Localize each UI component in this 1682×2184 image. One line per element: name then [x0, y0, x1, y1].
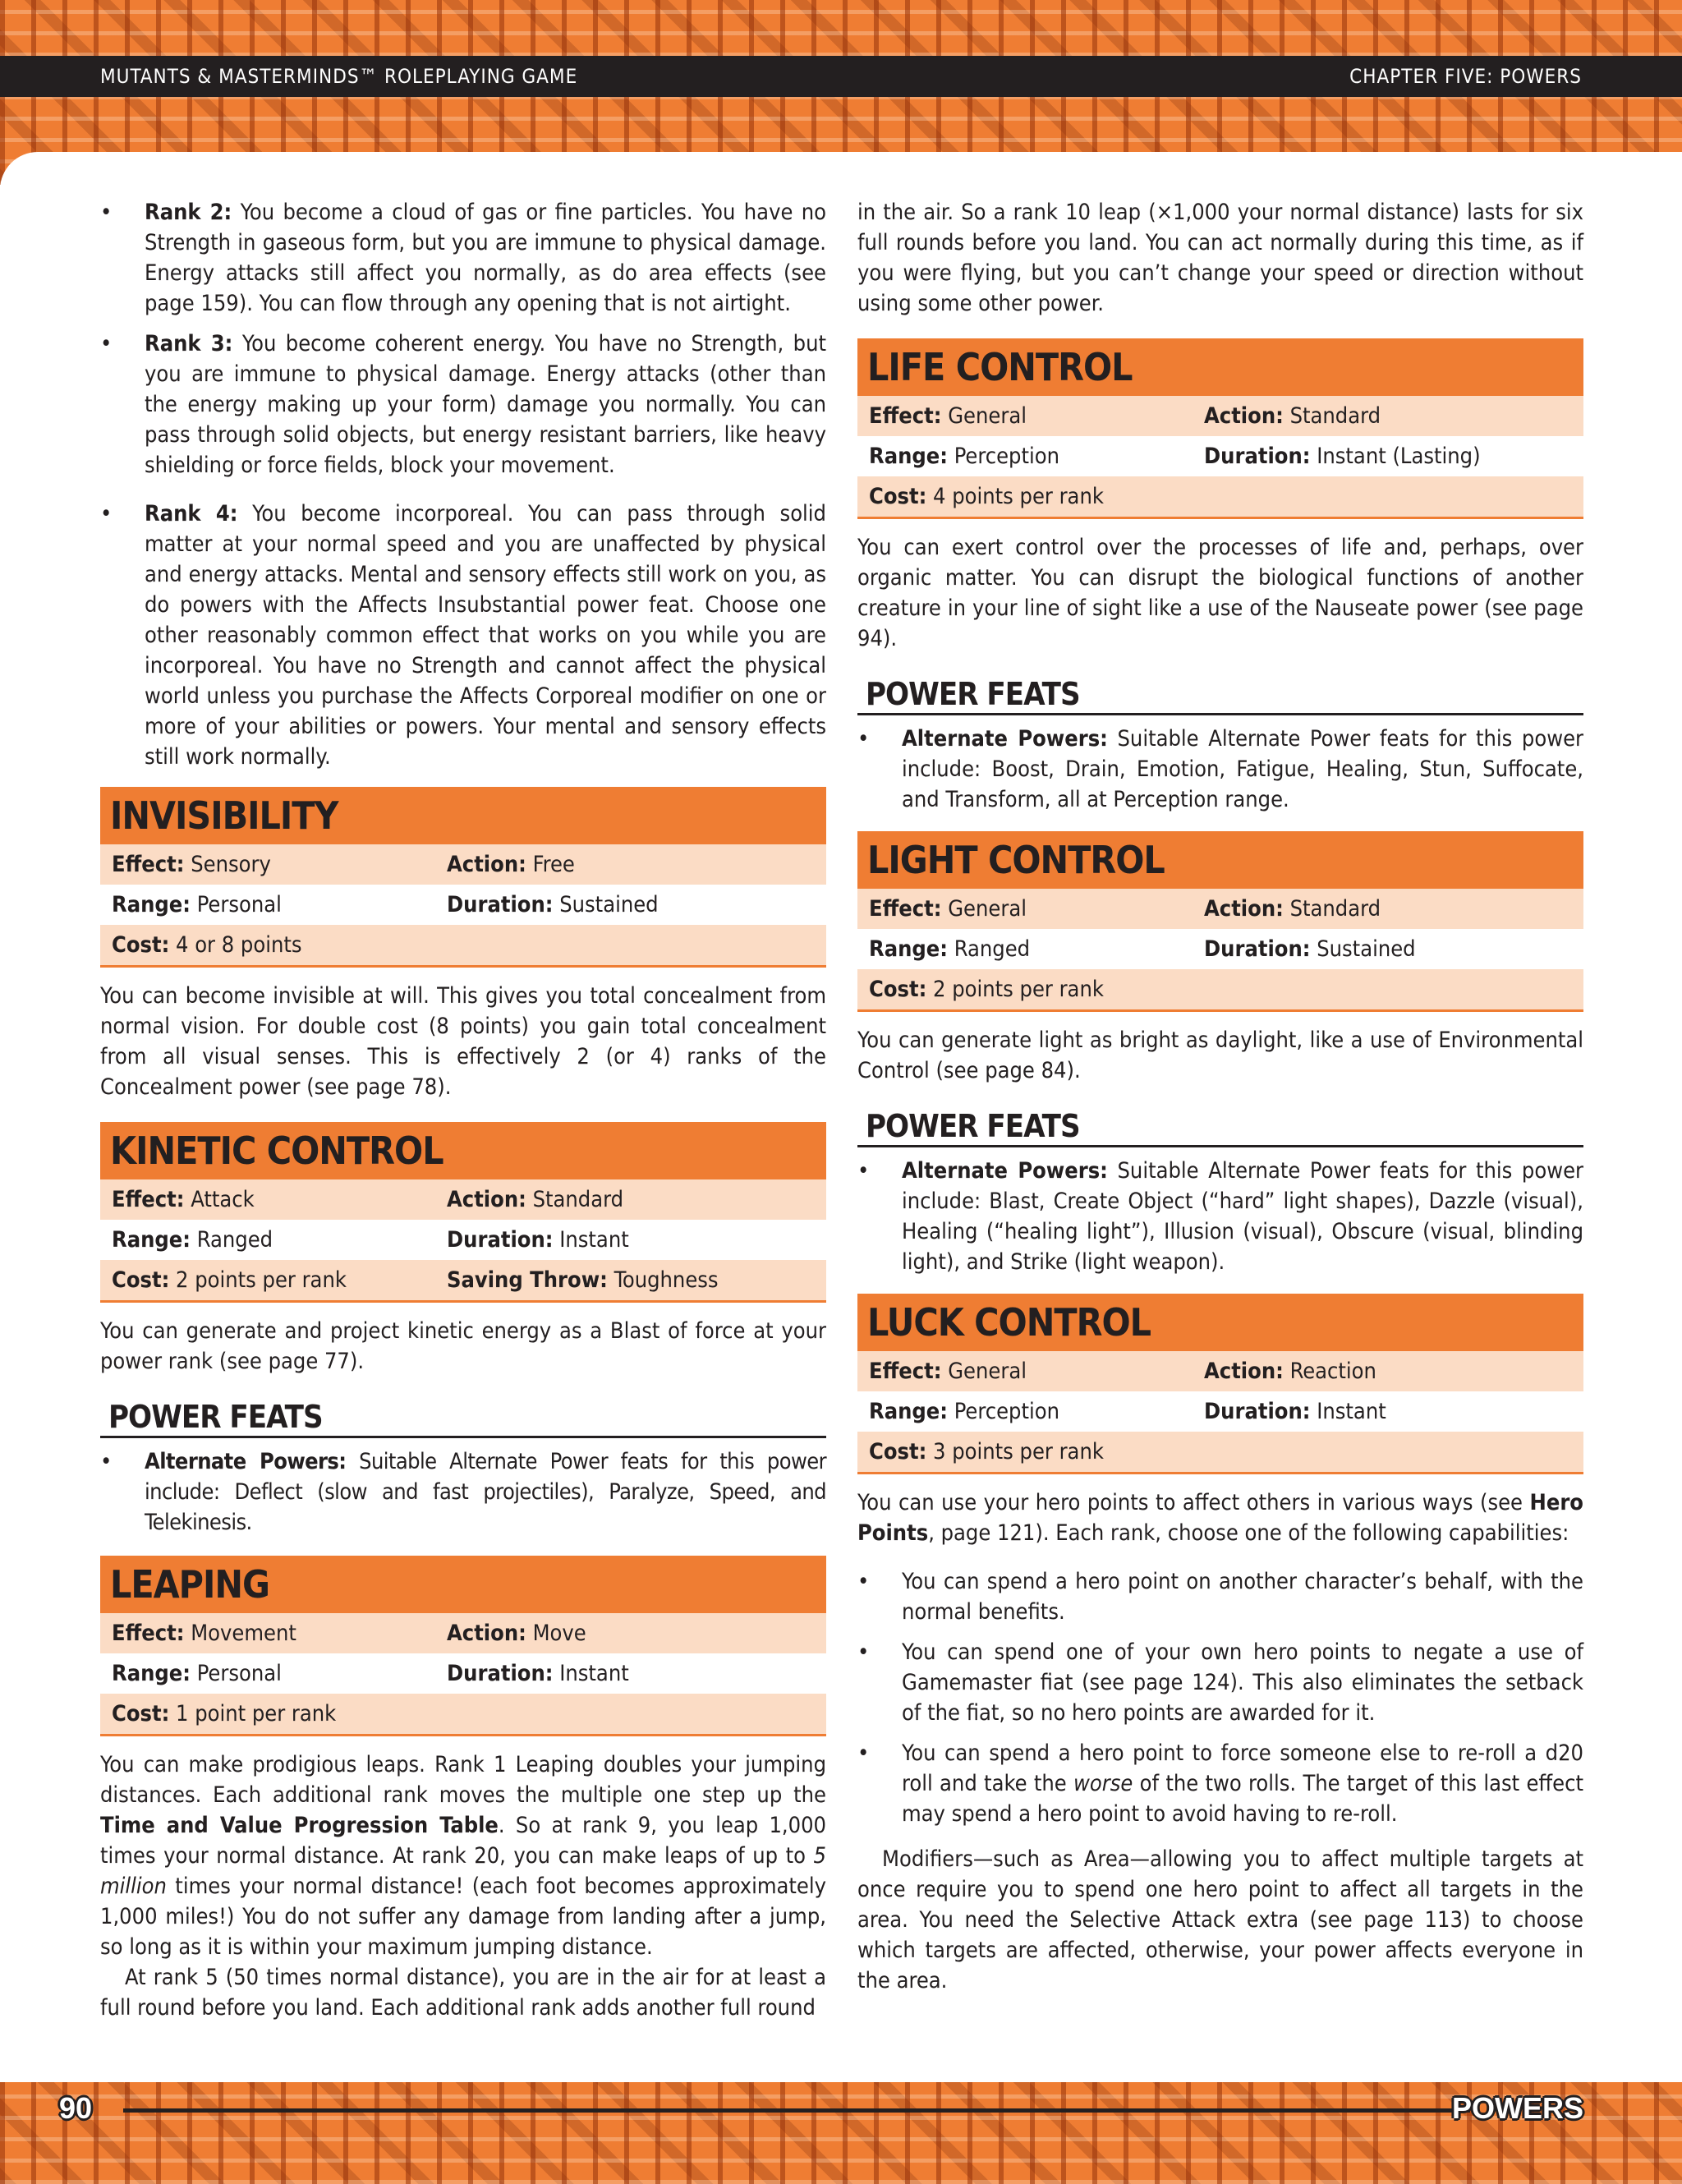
stat-value: Personal — [196, 892, 282, 917]
stat-value: 4 points per rank — [933, 484, 1104, 509]
text-run: . So at rank 9, you leap 1,000 times your normal distance. At rank 20, you can make leaps of up to — [100, 1813, 826, 1869]
stat-value: Sustained — [559, 892, 659, 917]
list-item — [857, 1156, 1583, 1277]
emphasis: worse — [1073, 1771, 1133, 1796]
feats-list — [857, 1156, 1583, 1277]
stat-label: Cost: — [869, 1439, 927, 1464]
emphasis: 5 million — [100, 1843, 826, 1899]
duration-stat — [447, 1653, 782, 1694]
leaping-continued: in the air. So a rank 10 leap (×1,000 your normal distance) lasts for six full rounds before you land. You can act normally during this time, as if you were flying, but you can’t change your speed or direction without using some other power. — [857, 200, 1583, 316]
power-title: INVISIBILITY — [100, 787, 826, 844]
chapter-title: CHAPTER FIVE: POWERS — [1349, 65, 1582, 88]
power-feats-heading: POWER FEATS — [100, 1398, 826, 1438]
rule-reference: Hero Points — [857, 1490, 1583, 1546]
power-description — [100, 1749, 826, 1962]
effect-stat — [112, 1613, 447, 1653]
stat-value: Instant — [1317, 1399, 1386, 1424]
stat-label: Effect: — [112, 852, 185, 877]
stat-value: Standard — [1289, 403, 1381, 429]
rank-text: You become incorporeal. You can pass through solid matter at your normal speed and you are unaffected by physical and energy attacks. Mental and sensory effects still work on you, as do powers with the Affects Insubstantial power feat. Choose one other reasonably common effect that works on you while you are incorporeal. You have no Strength and cannot affect the physical world unless you purchase the Affects Corporeal modifier on one or more of your abilities or powers. Your mental and sensory effects still work normally. — [145, 501, 826, 770]
stat-row — [100, 885, 826, 925]
range-stat — [112, 1653, 447, 1694]
feats-list — [857, 724, 1583, 815]
stat-row — [100, 1220, 826, 1260]
effect-stat — [869, 396, 1204, 436]
cost-stat — [869, 969, 1204, 1009]
stat-label: Duration: — [1204, 444, 1311, 469]
action-stat — [1204, 889, 1539, 929]
power-block-kinetic-control — [100, 1122, 826, 1303]
stat-value: 3 points per rank — [933, 1439, 1104, 1464]
power-block-leaping — [100, 1556, 826, 1736]
rank-label: Rank 2: — [145, 200, 232, 225]
action-stat — [447, 1179, 782, 1220]
cost-stat — [869, 476, 1204, 517]
stat-label: Effect: — [869, 1359, 942, 1384]
rank-text: You become coherent energy. You have no Strength, but you are immune to physical damage. Energy attacks (other than the energy making up your form) damage you normally. You can pass through solid objects, but energy resistant barriers, like heavy shielding or force fields, block your movement. — [145, 331, 826, 478]
cost-stat — [112, 1694, 447, 1734]
rank-label: Rank 3: — [145, 331, 233, 356]
feat-text: Suitable Alternate Power feats for this power include: Deflect (slow and fast projectiles), Paralyze, Speed, and Telekinesis. — [145, 1449, 826, 1535]
list-item: • You can spend a hero point on another character’s behalf, with the normal benefits. — [857, 1566, 1583, 1627]
stat-row — [857, 436, 1583, 476]
stat-row — [100, 1613, 826, 1653]
feat-label: Alternate Powers: — [902, 1158, 1108, 1184]
power-title: LIGHT CONTROL — [857, 831, 1583, 889]
rank-text: You become a cloud of gas or fine particles. You have no Strength in gaseous form, but you are immune to physical damage. Energy attacks still affect you normally, as do area effects (see page 159). You can flow through any opening that is not airtight. — [145, 200, 826, 316]
stat-label: Effect: — [869, 896, 942, 922]
stat-value: Perception — [954, 1399, 1059, 1424]
table-reference: Time and Value Progression Table — [100, 1813, 499, 1838]
list-item — [100, 499, 826, 772]
range-stat — [869, 1391, 1204, 1432]
stat-label: Cost: — [112, 1267, 170, 1293]
power-title: LIFE CONTROL — [857, 338, 1583, 396]
list-item — [100, 329, 826, 480]
stat-label: Cost: — [112, 932, 170, 958]
stat-label: Range: — [869, 1399, 948, 1424]
stat-label: Duration: — [447, 1661, 554, 1686]
stat-value: Instant (Lasting) — [1317, 444, 1481, 469]
stat-label: Action: — [1204, 1359, 1284, 1384]
stat-value: Free — [532, 852, 575, 877]
stat-value: 1 point per rank — [176, 1701, 337, 1727]
stat-row — [857, 1351, 1583, 1391]
stat-value: Personal — [196, 1661, 282, 1686]
effect-stat — [869, 889, 1204, 929]
power-description — [857, 1487, 1583, 1548]
feat-label: Alternate Powers: — [145, 1449, 347, 1474]
range-stat — [869, 929, 1204, 969]
capabilities-list — [857, 1566, 1583, 1829]
range-stat — [112, 885, 447, 925]
duration-stat — [447, 885, 782, 925]
stat-value: Instant — [559, 1661, 629, 1686]
stat-label: Action: — [1204, 896, 1284, 922]
action-stat — [1204, 396, 1539, 436]
stat-label: Range: — [112, 1227, 191, 1253]
feat-text: Suitable Alternate Power feats for this power include: Blast, Create Object (“hard” light shapes), Dazzle (visual), Healing (“healing light”), Illusion (visual), Obscure (visual, blinding light), and Strike (light weapon). — [902, 1158, 1583, 1275]
stat-value: Toughness — [614, 1267, 719, 1293]
duration-stat — [1204, 929, 1539, 969]
power-description: You can become invisible at will. This gives you total concealment from normal vision. For double cost (8 points) you gain total concealment from all visual senses. This is effectively 2 (or 4) ranks of the Concealment power (see page 78). — [100, 983, 826, 1100]
power-block-life-control — [857, 338, 1583, 519]
stat-label: Effect: — [112, 1187, 185, 1212]
stat-label: Cost: — [112, 1701, 170, 1727]
power-description: You can generate and project kinetic energy as a Blast of force at your power rank (see page 77). — [100, 1318, 826, 1374]
stat-value: Ranged — [954, 936, 1031, 962]
footer-art — [0, 2074, 1682, 2184]
stat-row — [857, 1391, 1583, 1432]
cost-stat — [112, 1260, 447, 1300]
list-item — [100, 197, 826, 319]
stat-row — [100, 925, 826, 968]
power-title: LEAPING — [100, 1556, 826, 1613]
text-run: You can make prodigious leaps. Rank 1 Leaping doubles your jumping distances. Each additional rank moves the multiple one step up the — [100, 1752, 826, 1808]
power-feats-heading: POWER FEATS — [857, 1107, 1583, 1147]
list-item: • You can spend one of your own hero points to negate a use of Gamemaster fiat (see page 124). This also eliminates the setback of the fiat, so no hero points are awarded for it. — [857, 1637, 1583, 1728]
cost-stat — [112, 925, 447, 965]
power-description: At rank 5 (50 times normal distance), you are in the air for at least a full round before you land. Each additional rank adds another full round — [100, 1965, 826, 2021]
stat-value: Movement — [191, 1621, 296, 1646]
stat-value: Standard — [532, 1187, 624, 1212]
stat-row — [857, 396, 1583, 436]
stat-value: Move — [532, 1621, 586, 1646]
text-run: of the two rolls. The target of this last effect may spend a hero point to avoid having to re-roll. — [902, 1771, 1583, 1827]
stat-value: Perception — [954, 444, 1059, 469]
feat-label: Alternate Powers: — [902, 726, 1108, 752]
saving-throw-stat — [447, 1260, 782, 1300]
power-description: Modifiers—such as Area—allowing you to affect multiple targets at once require you to spend one hero point to affect all targets in the area. You need the Selective Attack extra (see page 113) to choose which targets are affected, otherwise, your power affects everyone in the area. — [857, 1846, 1583, 1993]
stat-row — [857, 969, 1583, 1012]
list-item — [100, 1446, 826, 1538]
feats-list — [100, 1446, 826, 1538]
power-block-light-control — [857, 831, 1583, 1012]
stat-label: Cost: — [869, 484, 927, 509]
list-item — [857, 1738, 1583, 1829]
right-column — [857, 197, 1583, 1996]
stat-label: Duration: — [447, 892, 554, 917]
stat-label: Action: — [447, 852, 526, 877]
stat-row — [857, 929, 1583, 969]
stat-row — [857, 476, 1583, 519]
effect-stat — [869, 1351, 1204, 1391]
footer-rule — [123, 2108, 1470, 2113]
stat-label: Range: — [869, 444, 948, 469]
stat-row — [100, 1694, 826, 1736]
stat-label: Range: — [112, 1661, 191, 1686]
stat-value: Sustained — [1317, 936, 1416, 962]
stat-label: Action: — [447, 1621, 526, 1646]
stat-value: Attack — [191, 1187, 255, 1212]
stat-value: 4 or 8 points — [176, 932, 302, 958]
power-block-invisibility — [100, 787, 826, 968]
section-label: POWERS — [1451, 2091, 1583, 2125]
text-run: times your normal distance! (each foot becomes approximately 1,000 miles!) You do not suffer any damage from landing after a jump, so long as it is within your maximum jumping distance. — [100, 1874, 826, 1960]
page-number: 90 — [59, 2091, 93, 2125]
cost-stat — [869, 1432, 1204, 1472]
stat-row — [100, 844, 826, 885]
stat-label: Action: — [1204, 403, 1284, 429]
effect-stat — [112, 1179, 447, 1220]
power-description: You can generate light as bright as daylight, like a use of Environmental Control (see page 84). — [857, 1028, 1583, 1083]
stat-value: General — [948, 403, 1027, 429]
stat-value: 2 points per rank — [176, 1267, 347, 1293]
stat-label: Action: — [447, 1187, 526, 1212]
power-block-luck-control — [857, 1294, 1583, 1474]
range-stat — [112, 1220, 447, 1260]
stat-value: Instant — [559, 1227, 629, 1253]
text-run: You can use your hero points to affect others in various ways (see — [857, 1490, 1530, 1515]
action-stat — [447, 844, 782, 885]
stat-label: Effect: — [112, 1621, 185, 1646]
list-item — [857, 724, 1583, 815]
feat-text: Suitable Alternate Power feats for this power include: Boost, Drain, Emotion, Fatigue, Healing, Stun, Suffocate, and Transform, all at Perception range. — [902, 726, 1583, 812]
stat-row — [857, 1432, 1583, 1474]
action-stat — [447, 1613, 782, 1653]
stat-label: Saving Throw: — [447, 1267, 608, 1293]
text-run: , page 121). Each rank, choose one of the following capabilities: — [928, 1520, 1569, 1546]
running-header — [0, 56, 1682, 97]
stat-label: Duration: — [1204, 936, 1311, 962]
action-stat — [1204, 1351, 1539, 1391]
stat-value: General — [948, 1359, 1027, 1384]
stat-row — [857, 889, 1583, 929]
stat-value: Reaction — [1289, 1359, 1376, 1384]
stat-value: 2 points per rank — [933, 977, 1104, 1002]
stat-value: General — [948, 896, 1027, 922]
effect-stat — [112, 844, 447, 885]
power-feats-heading: POWER FEATS — [857, 675, 1583, 715]
stat-value: Standard — [1289, 896, 1381, 922]
rank-list — [100, 197, 826, 772]
stat-label: Cost: — [869, 977, 927, 1002]
duration-stat — [1204, 436, 1539, 476]
stat-value: Sensory — [191, 852, 271, 877]
power-title: KINETIC CONTROL — [100, 1122, 826, 1179]
stat-label: Duration: — [1204, 1399, 1311, 1424]
power-description: You can exert control over the processes of life and, perhaps, over organic matter. You can disrupt the biological functions of another creature in your line of sight like a use of the Nauseate power (see page 94). — [857, 535, 1583, 651]
stat-label: Range: — [112, 892, 191, 917]
duration-stat — [447, 1220, 782, 1260]
range-stat — [869, 436, 1204, 476]
stat-value: Ranged — [196, 1227, 273, 1253]
rank-label: Rank 4: — [145, 501, 238, 526]
stat-row — [100, 1260, 826, 1303]
stat-label: Duration: — [447, 1227, 554, 1253]
power-title: LUCK CONTROL — [857, 1294, 1583, 1351]
left-column — [100, 197, 826, 2023]
stat-label: Effect: — [869, 403, 942, 429]
stat-row — [100, 1179, 826, 1220]
stat-row — [100, 1653, 826, 1694]
text-run: You can spend a hero point to force someone else to re-roll a d20 roll and take the — [902, 1740, 1583, 1796]
stat-label: Range: — [869, 936, 948, 962]
book-title: MUTANTS & MASTERMINDS™ ROLEPLAYING GAME — [100, 65, 578, 88]
duration-stat — [1204, 1391, 1539, 1432]
